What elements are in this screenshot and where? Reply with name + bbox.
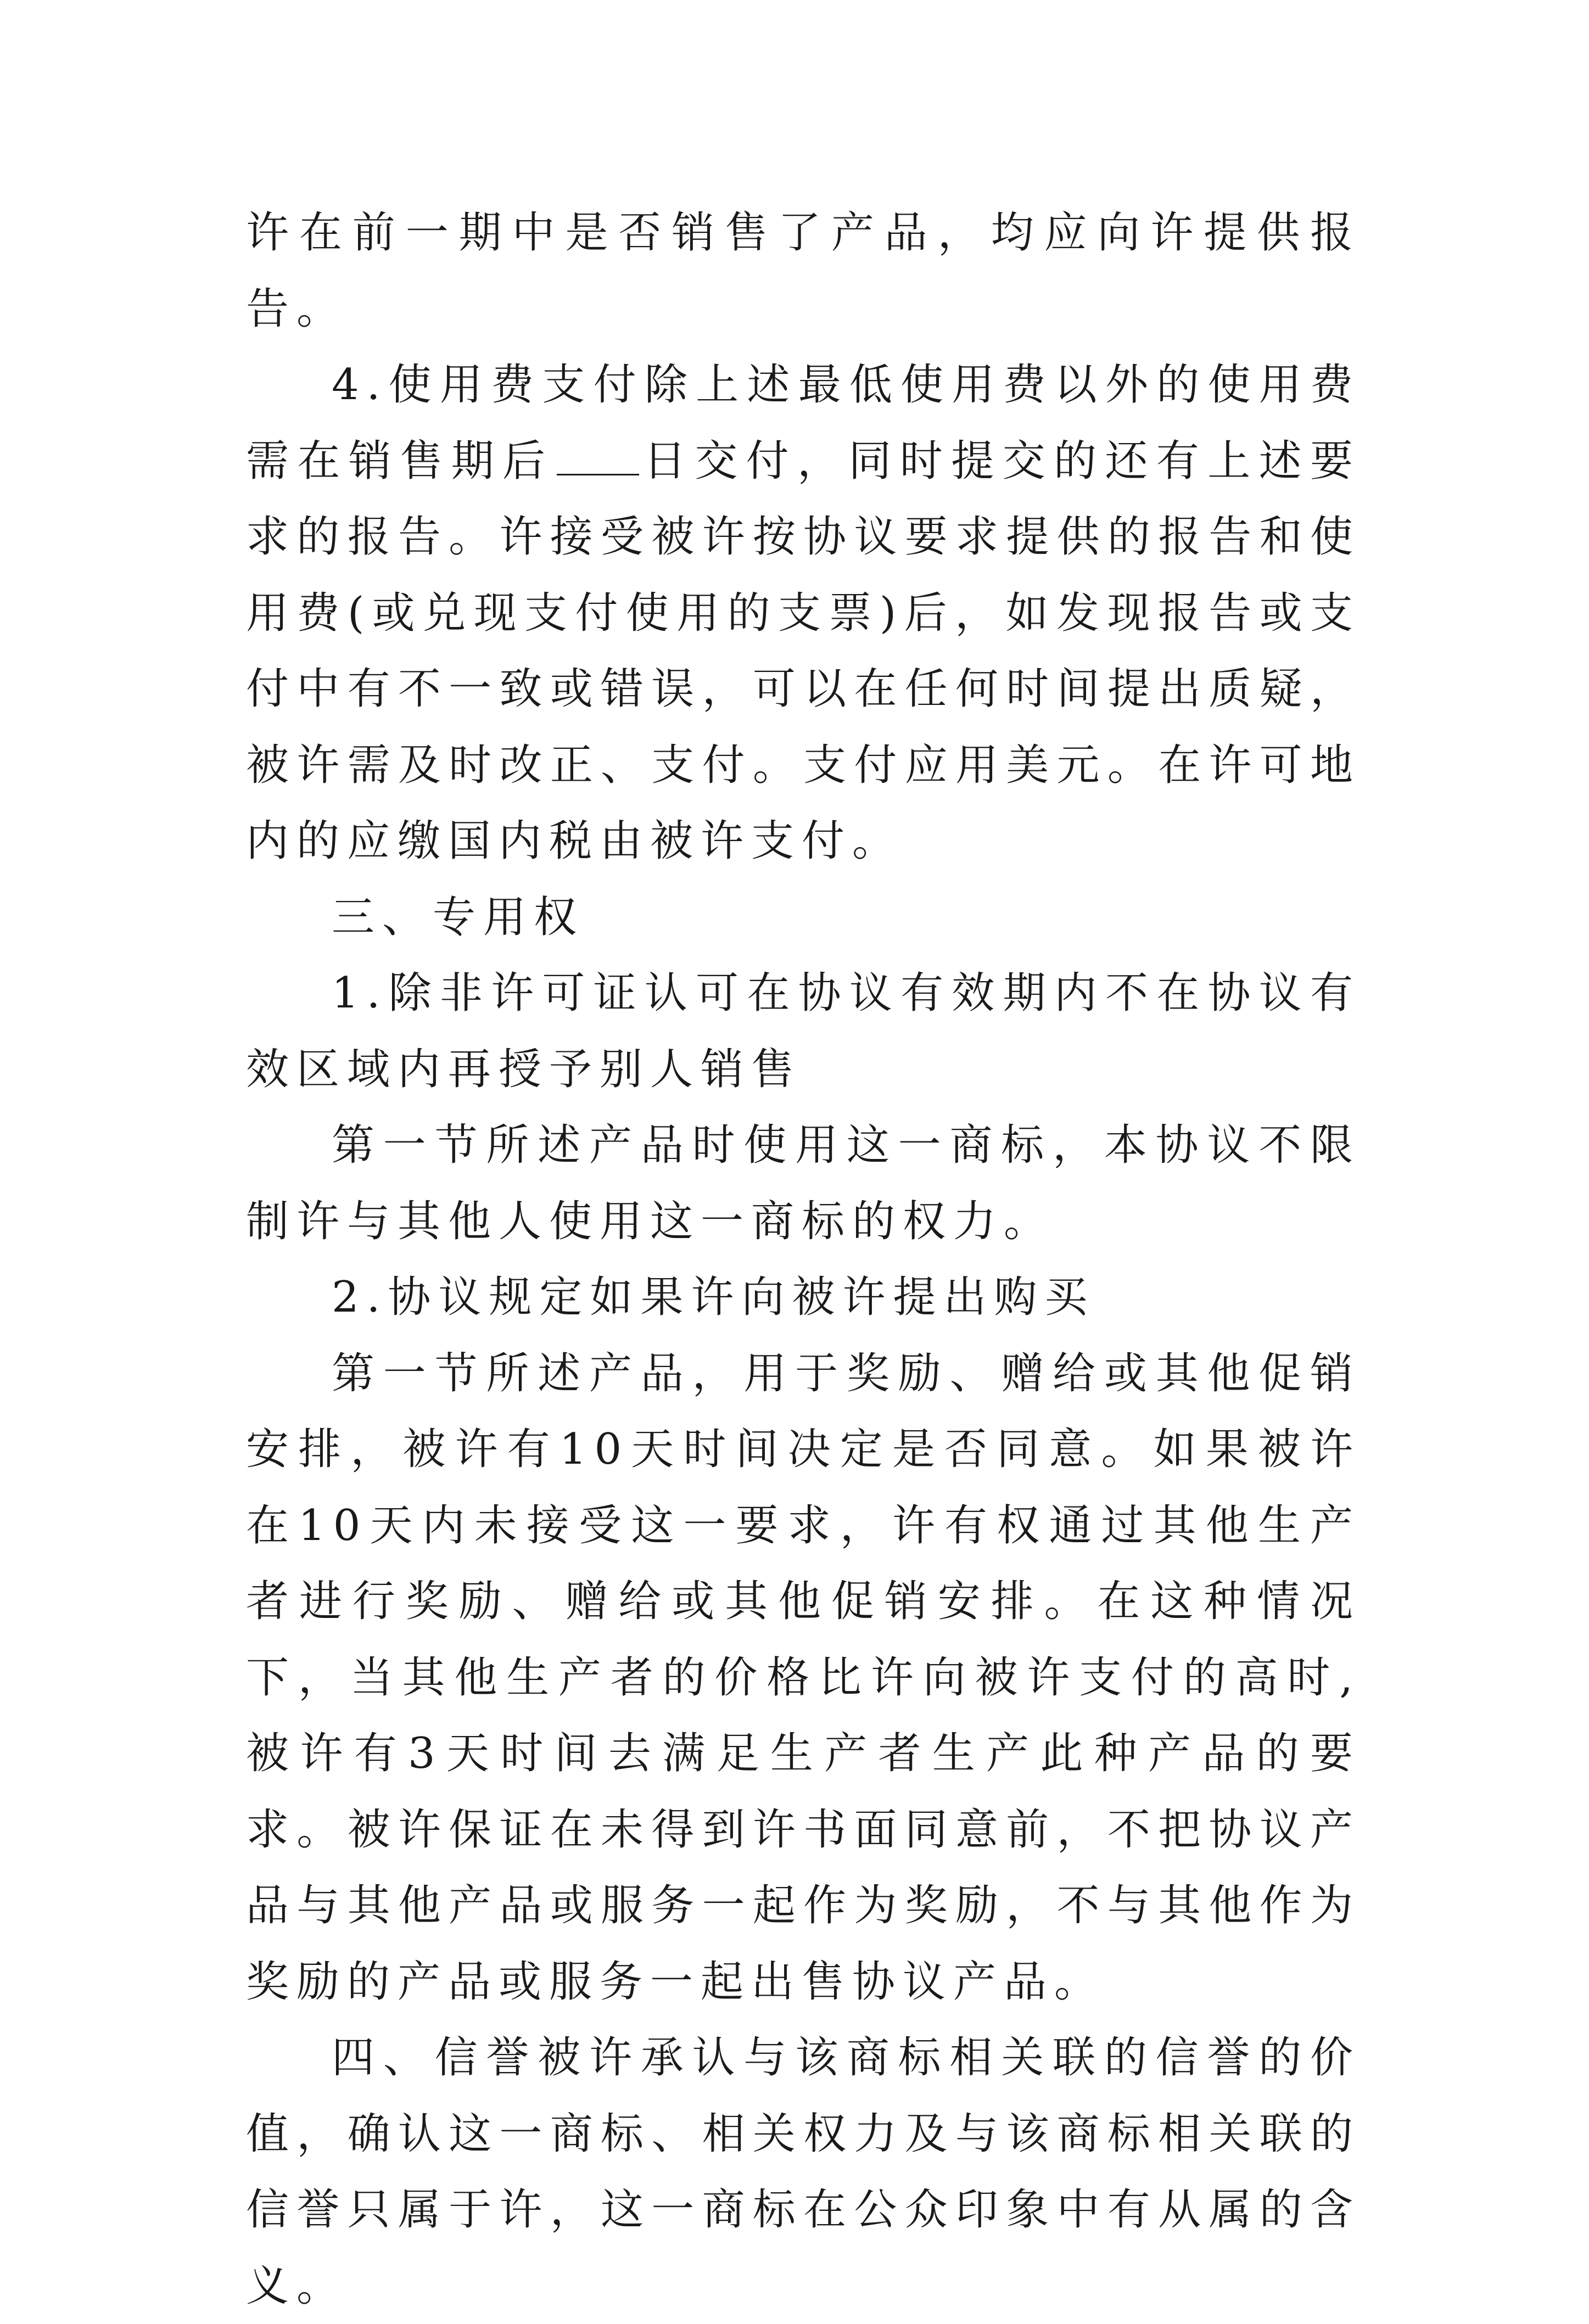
section-heading-exclusive-rights: 三、专用权 — [332, 892, 585, 942]
royalty-payment-text-start: 4.使用费支付除上述最低使用费以外的使用费需在销售期后 — [246, 360, 1361, 486]
paragraph-goodwill: 四、信誉被许承认与该商标相关联的信誉的价值，确认这一商标、相关权力及与该商标相关联的信誉只属于许，这一商标在公众印象中有从属的含义。 — [246, 2033, 1361, 2311]
document-body — [246, 195, 1361, 2324]
paragraph-exclusive-rights-2-cont: 第一节所述产品，用于奖励、赠给或其他促销安排，被许有10天时间决定是否同意。如果被许在10天内未接受这一要求，许有权通过其他生产者进行奖励、赠给或其他促销安排。在这种情况下，当其他生产者的价格比许向被许支付的高时,被许有3天时间去满足生产者生产此种产品的要求。被许保证在未得到许书面同意前，不把协议产品与其他产品或服务一起作为奖励，不与其他作为奖励的产品或服务一起出售协议产品。 — [246, 1348, 1361, 2007]
paragraph-exclusive-rights-2: 2.协议规定如果许向被许提出购买 — [332, 1273, 1095, 1322]
paragraph-report-obligation: 许在前一期中是否销售了产品，均应向许提供报告。 — [246, 208, 1361, 334]
paragraph-royalty-payment — [246, 347, 1361, 880]
paragraph-exclusive-rights-1-cont: 第一节所述产品时使用这一商标，本协议不限制许与其他人使用这一商标的权力。 — [246, 1121, 1361, 1246]
paragraph-exclusive-rights-1: 1.除非许可证认可在协议有效期内不在协议有效区域内再授予别人销售 — [246, 968, 1361, 1094]
royalty-payment-text-end: 日交付，同时提交的还有上述要求的报告。许接受被许按协议要求提供的报告和使用费(或兑现支付使用的支票)后，如发现报告或支付中有不一致或错误，可以在任何时间提出质疑，被许需及时改正、支付。支付应用美元。在许可地内的应缴国内税由被许支付。 — [246, 436, 1361, 866]
fill-in-blank-days — [557, 435, 639, 475]
